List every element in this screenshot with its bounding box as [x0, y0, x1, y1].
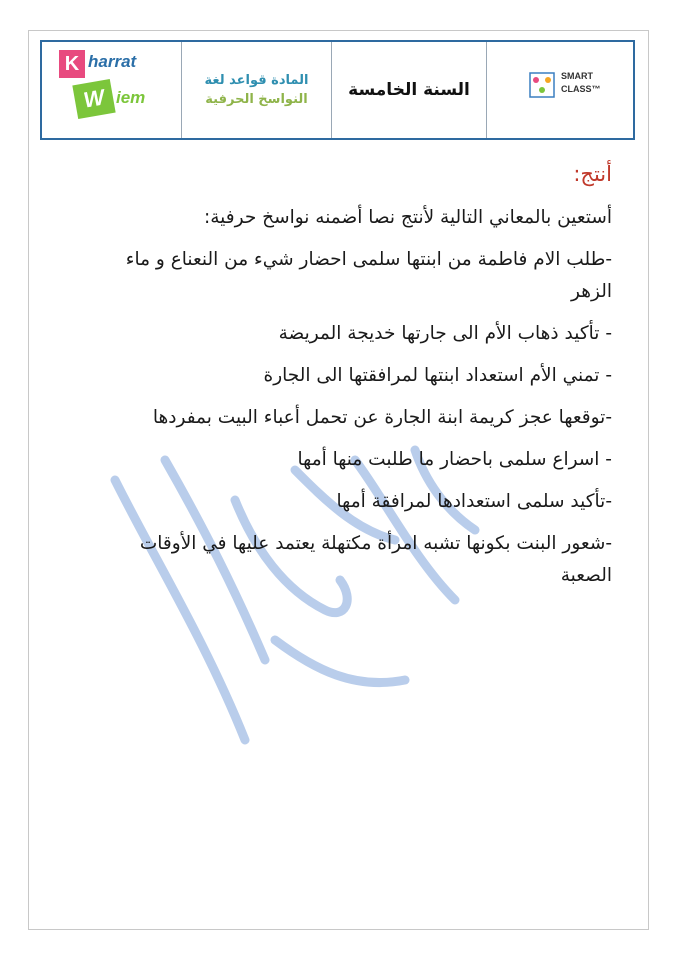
- logo-iem-text: iem: [116, 88, 146, 107]
- meaning-item-3: - تمني الأم استعداد ابنتها لمرافقتها الى الجارة: [263, 365, 612, 386]
- smart-line2: CLASS™: [561, 84, 601, 94]
- grade-label: السنة الخامسة: [348, 80, 470, 100]
- subject-title: المادة قواعد لغة: [204, 73, 309, 88]
- logo-letter-w: W: [72, 79, 115, 119]
- logo-letter-k: K: [59, 50, 85, 78]
- meaning-item-4: -توقعها عجز كريمة ابنة الجارة عن تحمل أعباء البيت بمفردها: [152, 407, 612, 428]
- smart-line1: SMART: [561, 71, 593, 81]
- exercise-content: [88, 158, 612, 602]
- exercise-instruction: أستعين بالمعاني التالية لأنتج نصا أضمنه نواسخ حرفية:: [204, 207, 612, 228]
- meaning-item-7: -شعور البنت بكونها تشبه امرأة مكتهلة يعتمد عليها في الأوقات الصعبة: [139, 533, 612, 586]
- meaning-item-5: - اسراع سلمى باحضار ما طلبت منها أمها: [297, 449, 612, 470]
- meaning-item-2: - تأكيد ذهاب الأم الى جارتها خديجة المريضة: [278, 323, 612, 344]
- smart-class-icon: [527, 70, 557, 100]
- meaning-item-6: -تأكيد سلمى استعدادها لمرافقة أمها: [336, 491, 612, 512]
- logo-harrat-text: harrat: [88, 52, 137, 71]
- grade-cell: [332, 42, 487, 138]
- logo-cell: [42, 42, 182, 138]
- exercise-heading: أنتج:: [573, 162, 612, 186]
- subject-cell: [182, 42, 332, 138]
- smart-class-text: [561, 70, 601, 96]
- header-table: [40, 40, 635, 140]
- meaning-item-1: -طلب الام فاطمة من ابنتها سلمى احضار شيء من النعناع و ماء الزهر: [125, 249, 612, 302]
- smart-class-cell: [487, 42, 633, 138]
- subject-topic: النواسخ الحرفية: [205, 92, 308, 107]
